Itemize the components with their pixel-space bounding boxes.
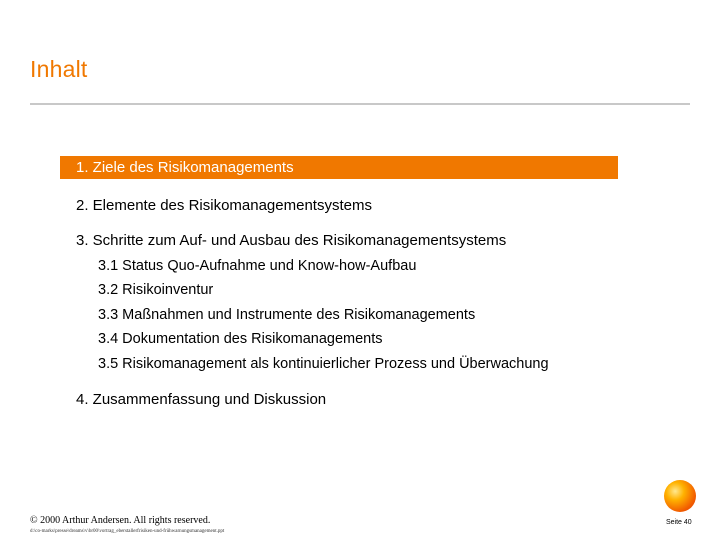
toc-subitem-3-4: 3.4 Dokumentation des Risikomanagements (98, 331, 383, 347)
page-number: Seite 40 (666, 519, 692, 526)
toc-subitem-3-3: 3.3 Maßnahmen und Instrumente des Risikomanagements (98, 307, 476, 323)
toc-item-4: 4. Zusammenfassung und Diskussion (76, 391, 327, 408)
toc-subitem-3-5: 3.5 Risikomanagement als kontinuierlicher Prozess und Überwachung (98, 356, 549, 372)
logo-sphere-icon (664, 480, 696, 512)
toc-item-2: 2. Elemente des Risikomanagementsystems (76, 197, 372, 214)
toc-item-1-active: 1. Ziele des Risikomanagements (60, 156, 618, 179)
toc-subitem-3-1: 3.1 Status Quo-Aufnahme und Know-how-Aufbau (98, 258, 417, 274)
toc-item-3: 3. Schritte zum Auf- und Ausbau des Risikomanagementsystems (76, 232, 507, 249)
title-divider (30, 103, 690, 105)
footer-copyright: © 2000 Arthur Andersen. All rights reserved. (30, 515, 211, 526)
page-title: Inhalt (30, 56, 88, 82)
toc-subitem-3-2: 3.2 Risikoinventur (98, 282, 214, 298)
footer-file-path: d:\co-marks\presse\dreams\v\br00\vortrag_eberstallerfrisiken-und-frühwarnungsmanagement.ppt (30, 529, 225, 534)
